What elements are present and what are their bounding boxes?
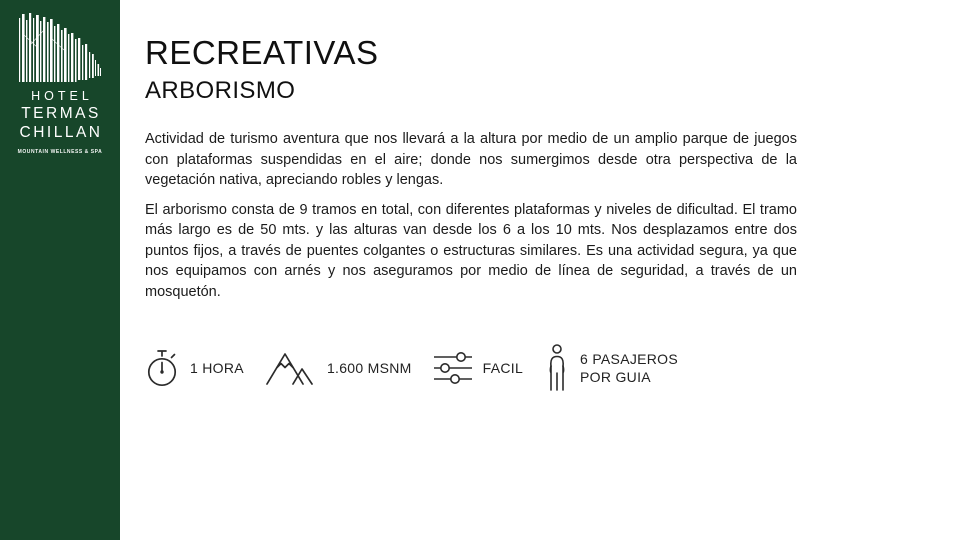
content-area bbox=[145, 0, 797, 392]
mountain-icon bbox=[266, 351, 316, 385]
stat-duration-label: 1 HORA bbox=[190, 360, 244, 376]
trees-logo-icon bbox=[17, 12, 103, 84]
description-paragraph-1: Actividad de turismo aventura que nos llevará a la altura por medio de un amplio parque de juegos con plataformas suspendidas en el aire; donde nos sumergimos desde otra perspectiva de la vegetación nativa, apreciando robles y lengas. bbox=[145, 131, 797, 188]
activity-stats-row bbox=[145, 344, 797, 392]
stat-altitude bbox=[266, 351, 412, 385]
sliders-icon bbox=[434, 351, 472, 385]
stopwatch-icon bbox=[145, 349, 179, 387]
section-title: RECREATIVAS bbox=[145, 34, 379, 71]
logo-brand-line1: TERMAS bbox=[21, 105, 101, 122]
logo-hotel-text: HOTEL bbox=[31, 89, 93, 103]
stat-capacity-label: 6 PASAJEROS POR GUIA bbox=[580, 351, 679, 385]
hotel-logo bbox=[0, 12, 120, 155]
stat-difficulty bbox=[434, 351, 523, 385]
stat-altitude-label: 1.600 MSNM bbox=[326, 360, 412, 376]
stat-duration bbox=[145, 349, 244, 387]
stat-capacity bbox=[545, 344, 712, 392]
activity-title: ARBORISMO bbox=[145, 77, 296, 104]
person-icon bbox=[545, 344, 569, 392]
stat-difficulty-label: FACIL bbox=[482, 360, 524, 376]
logo-brand-line2: CHILLAN bbox=[19, 123, 103, 141]
sidebar bbox=[0, 0, 120, 540]
logo-brand-text bbox=[0, 105, 120, 142]
logo-tagline: MOUNTAIN WELLNESS & SPA bbox=[17, 149, 103, 155]
description-paragraph-2: El arborismo consta de 9 tramos en total, con diferentes plataformas y niveles de dificultad. El tramo más largo es de 50 mts. y las alturas van desde los 6 a los 10 mts. Nos desplazamos entre dos puntos fijos, a través de puentes colgantes o estructuras similares. Es una actividad segura, ya que nos equipamos con arnés y nos aseguramos por medio de línea de seguridad, a través de un mosquetón. bbox=[145, 201, 797, 300]
